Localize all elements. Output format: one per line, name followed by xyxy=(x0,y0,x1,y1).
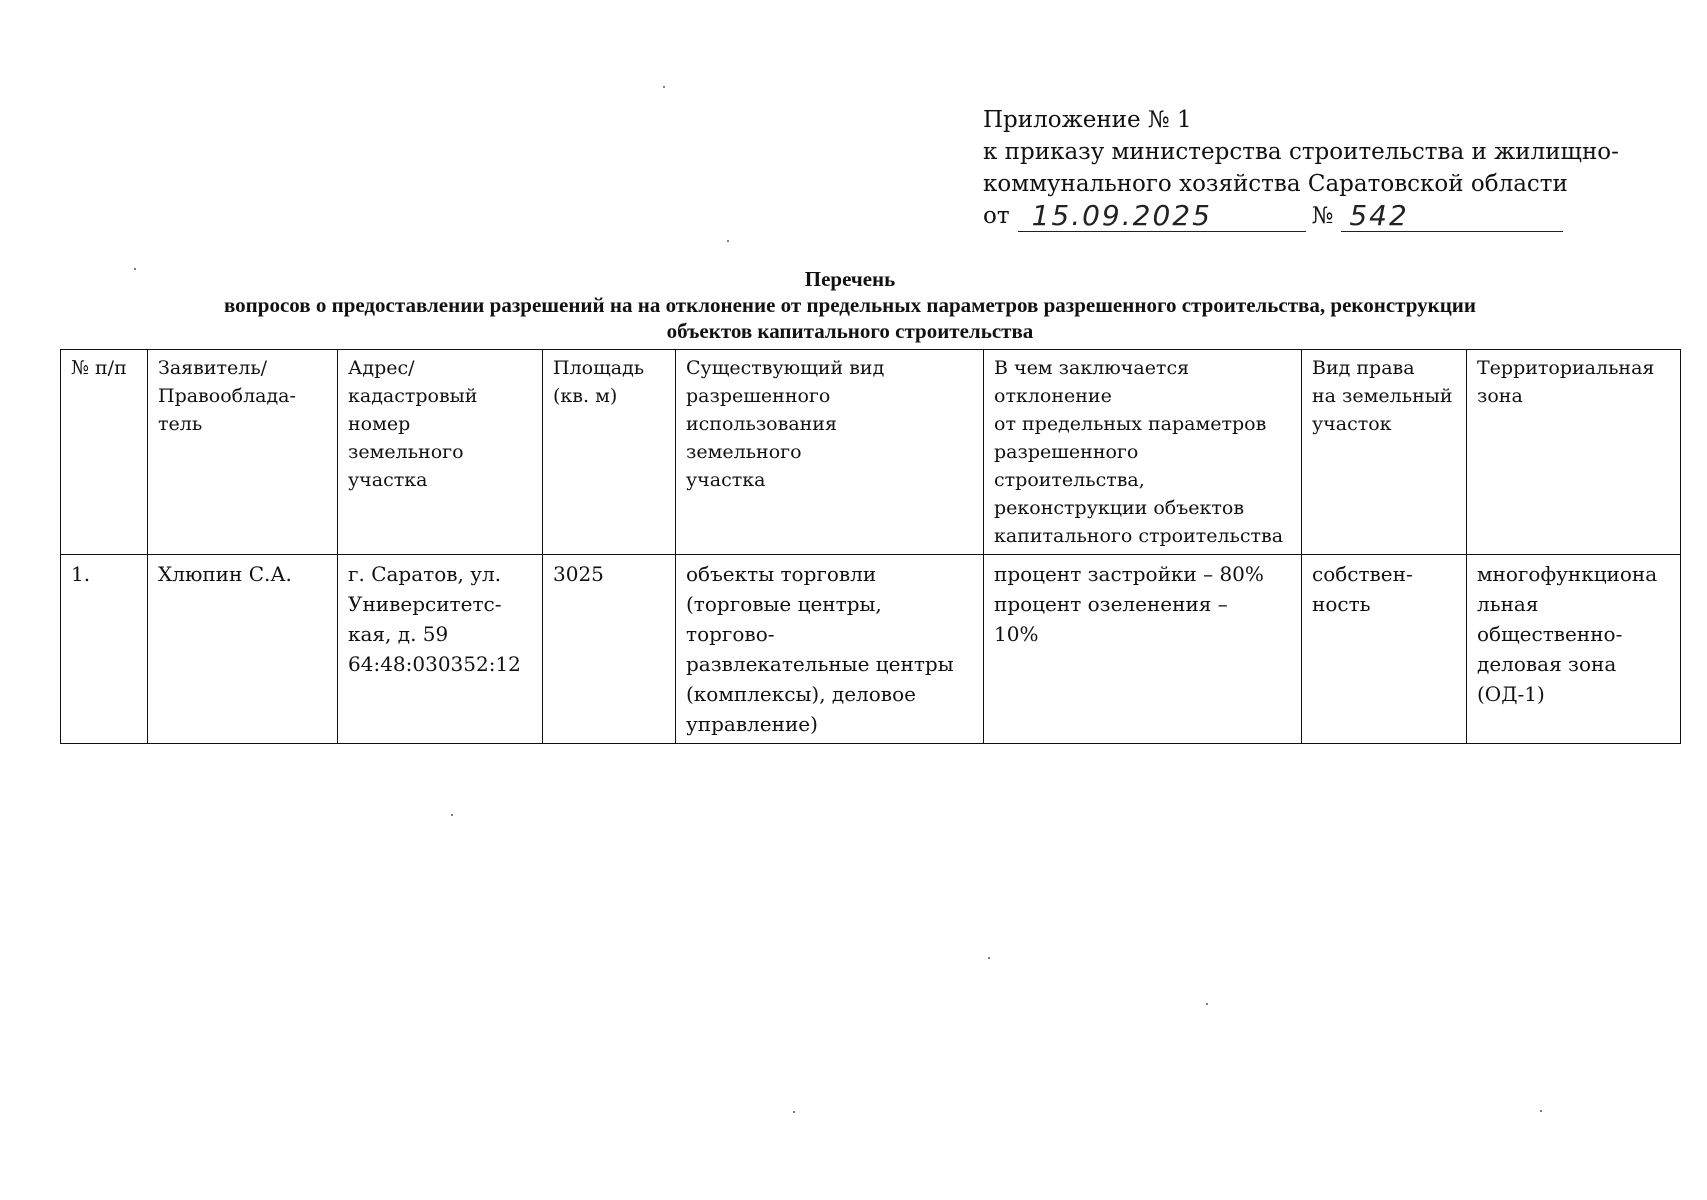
header-applicant: Заявитель/ Правооблада- тель xyxy=(148,350,338,555)
header-existing-use: Существующий вид разрешенного использования земельного участка xyxy=(676,350,984,555)
header-address: Адрес/ кадастровый номер земельного участка xyxy=(338,350,543,555)
appendix-title: Приложение № 1 xyxy=(983,107,1192,133)
permits-table xyxy=(60,349,1681,744)
title-subtitle-line1: вопросов о предоставлении разрешений на на отклонение от предельных параметров разрешенного строительства, реконструкции xyxy=(223,293,1477,317)
header-land-right: Вид права на земельный участок xyxy=(1302,350,1467,555)
scan-speck xyxy=(1206,1003,1208,1005)
table-row xyxy=(61,555,1681,744)
document-title xyxy=(60,266,1640,344)
scan-speck xyxy=(727,240,729,242)
row-address: г. Саратов, ул. Университетс- кая, д. 59 64:48:030352:12 xyxy=(338,555,543,744)
row-zone: многофункциона льная общественно- деловая зона (ОД-1) xyxy=(1467,555,1681,744)
handwritten-date: 15.09.2025 xyxy=(1018,201,1306,232)
table-header-row xyxy=(61,350,1681,555)
scan-speck xyxy=(988,957,990,959)
appendix-block xyxy=(983,104,1623,232)
header-deviation: В чем заключается отклонение от предельных параметров разрешенного строительства, реконструкции объектов капитального строительства xyxy=(984,350,1302,555)
date-prefix: от xyxy=(983,203,1010,229)
scan-speck xyxy=(663,86,665,88)
header-area: Площадь (кв. м) xyxy=(543,350,676,555)
row-num: 1. xyxy=(61,555,148,744)
row-deviation: процент застройки – 80% процент озеленения – 10% xyxy=(984,555,1302,744)
appendix-order-line: к приказу министерства строительства и жилищно- xyxy=(983,139,1619,165)
scan-speck xyxy=(134,268,136,270)
scan-speck xyxy=(451,814,453,816)
handwritten-number: 542 xyxy=(1341,201,1563,232)
title-subtitle-line2: объектов капитального строительства xyxy=(666,319,1034,343)
appendix-date-number-line xyxy=(983,200,1623,232)
header-num: № п/п xyxy=(61,350,148,555)
scan-speck xyxy=(1540,1110,1542,1112)
row-existing-use: объекты торговли (торговые центры, торгово- развлекательные центры (комплексы), деловое управление) xyxy=(676,555,984,744)
scan-speck xyxy=(793,1111,795,1113)
number-prefix: № xyxy=(1311,203,1334,229)
appendix-ministry-line: коммунального хозяйства Саратовской области xyxy=(983,171,1568,197)
row-area: 3025 xyxy=(543,555,676,744)
title-heading: Перечень xyxy=(804,267,896,291)
row-land-right: собствен- ность xyxy=(1302,555,1467,744)
row-applicant: Хлюпин С.А. xyxy=(148,555,338,744)
header-zone: Территориальная зона xyxy=(1467,350,1681,555)
